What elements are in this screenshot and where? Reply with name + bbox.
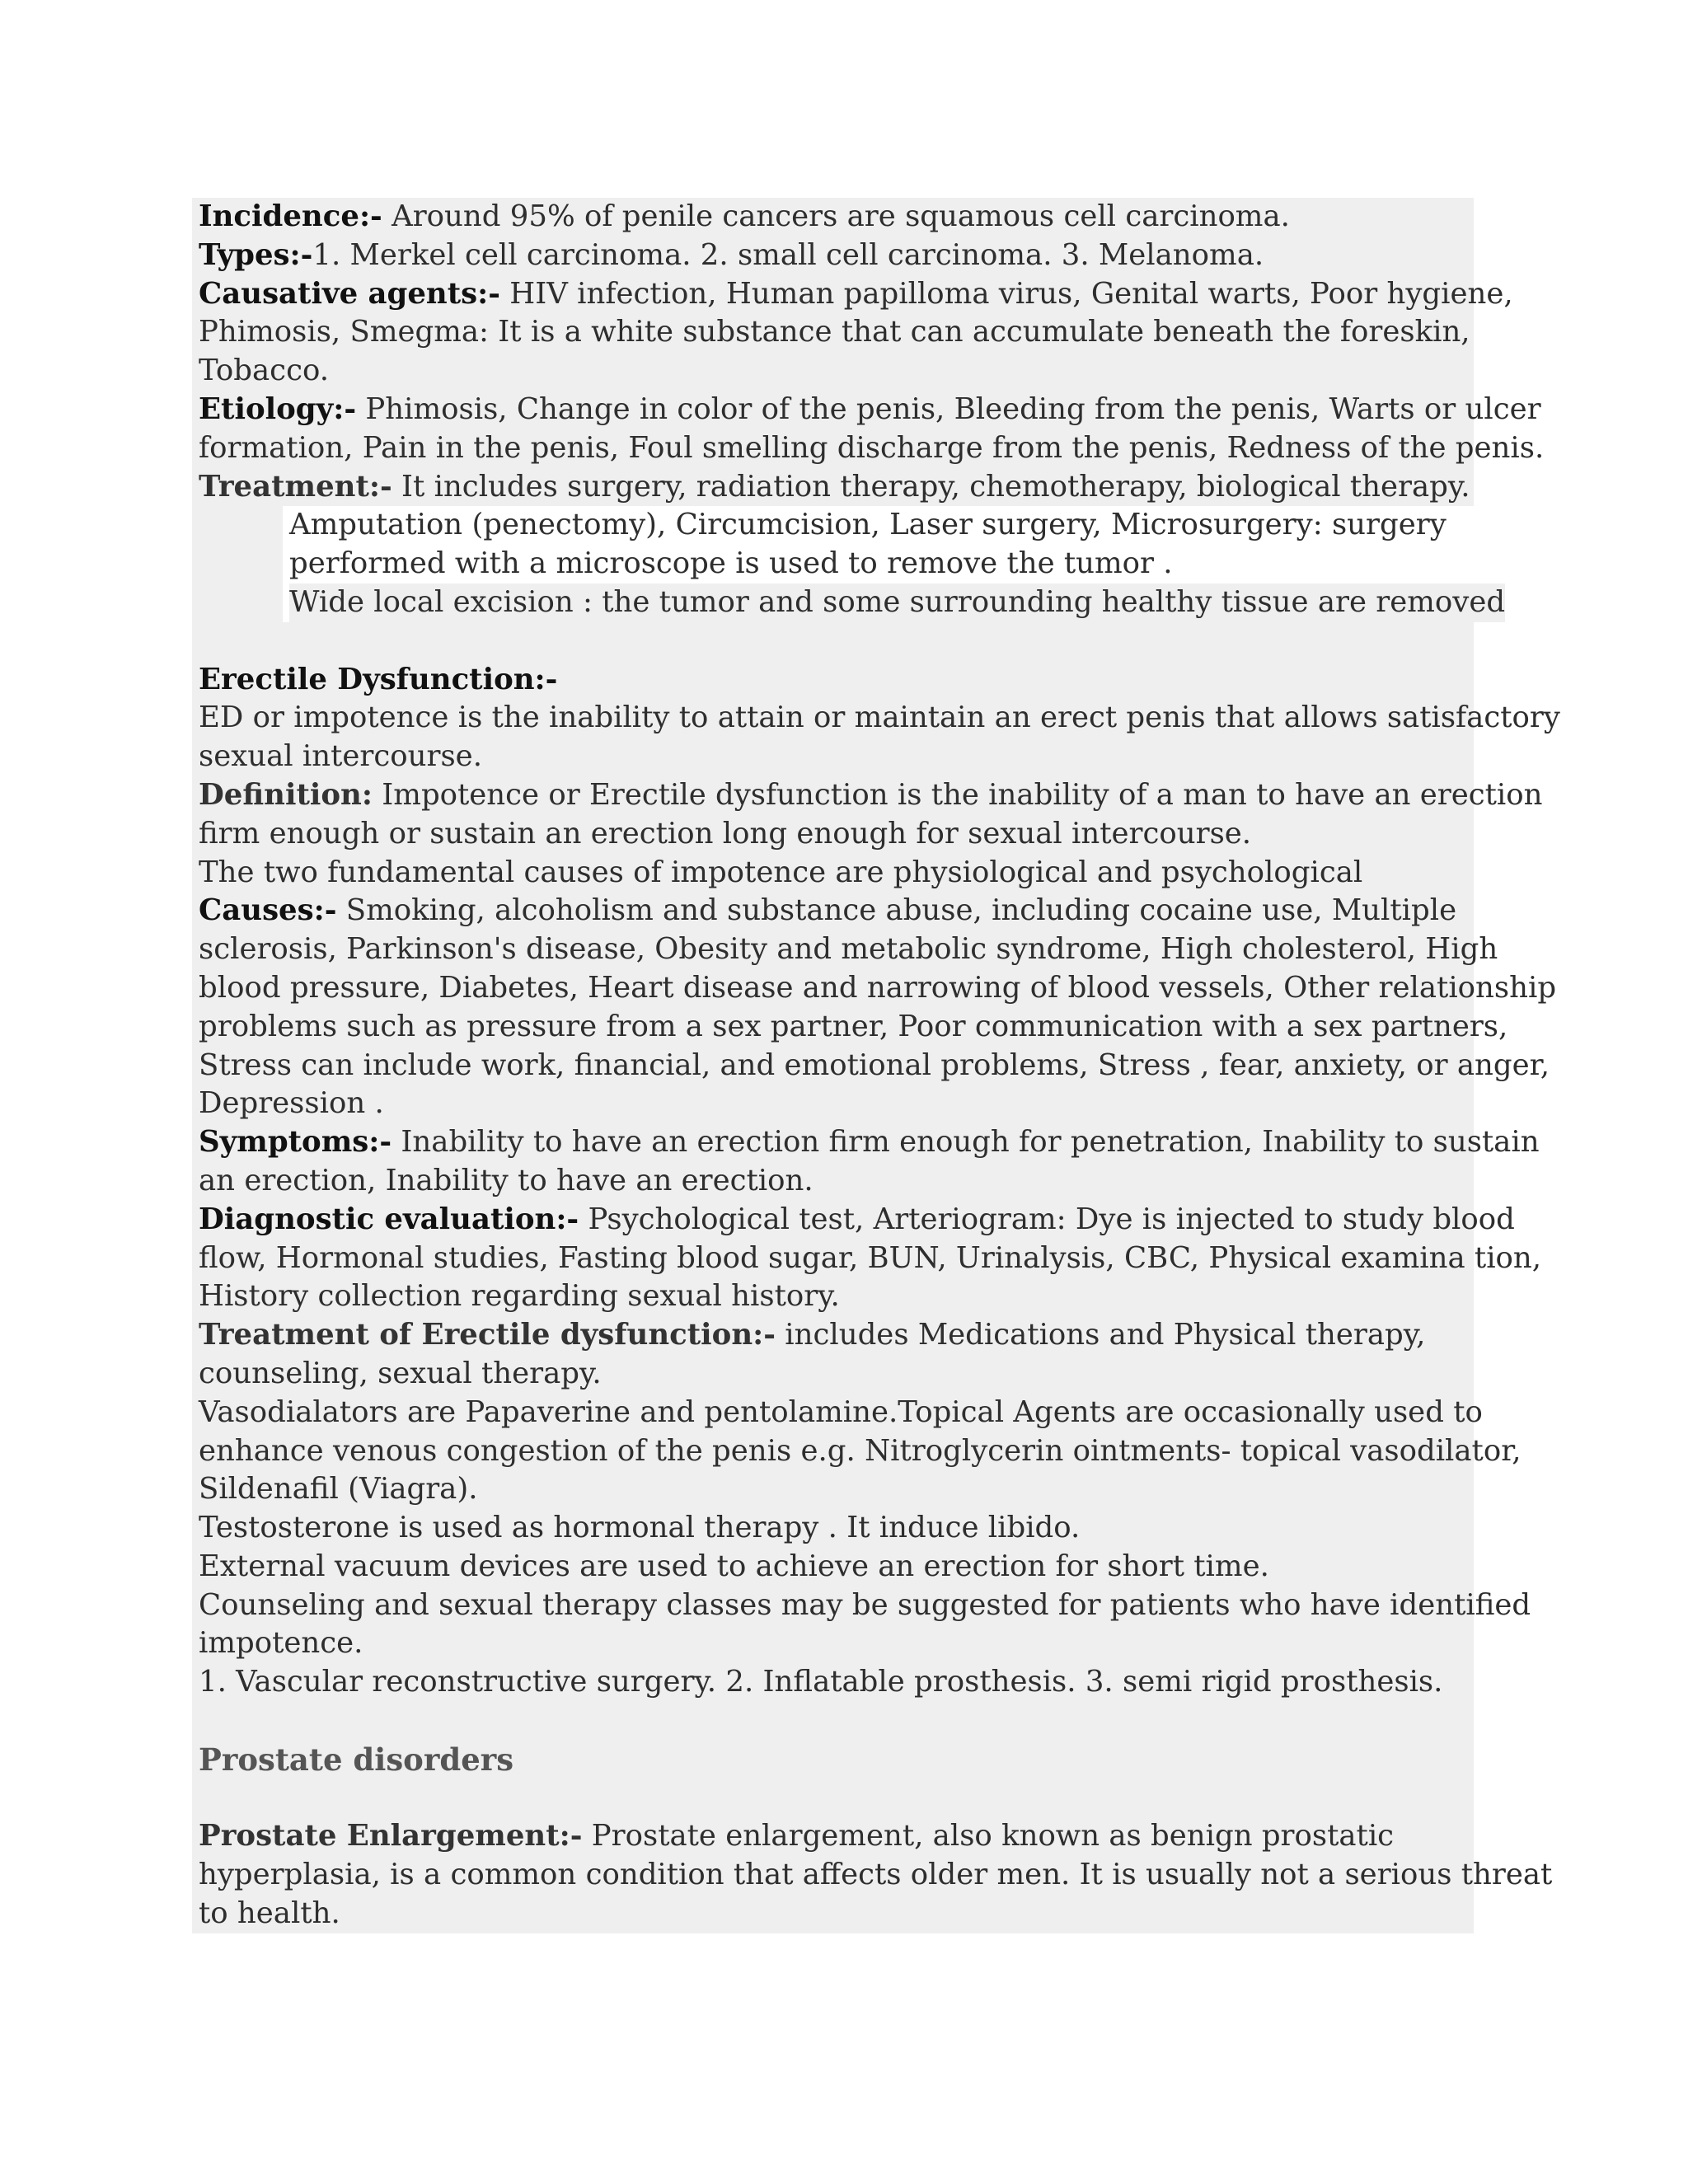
causes-line-3: blood pressure, Diabetes, Heart disease and narrowing of blood vessels, Other relationship [199,970,1557,1005]
fundamental-causes: The two fundamental causes of impotence are physiological and psychological [199,855,1363,889]
prostate-enlargement-line-3: to health. [199,1896,340,1931]
prostate-enlargement-line-1 [199,1817,1467,1856]
definition-label: Definition: [199,777,373,812]
incidence-text: Around 95% of penile cancers are squamous cell carcinoma. [382,199,1290,233]
causative-line-3: Tobacco. [199,354,329,388]
surgery-line: 1. Vascular reconstructive surgery. 2. Inflatable prosthesis. 3. semi rigid prosthesis. [199,1665,1443,1699]
spacer [192,622,1474,661]
definition-text-1: Impotence or Erectile dysfunction is the inability of a man to have an erection [372,777,1543,812]
treatment-line-1 [199,468,1470,507]
treatment-indent-2: performed with a microscope is used to remove the tumor . [289,545,1505,583]
ed-intro-2: sexual intercourse. [199,739,482,774]
symptoms-line-2: an erection, Inability to have an erection. [199,1163,814,1197]
ed-intro-1: ED or impotence is the inability to attain or maintain an erect penis that allows satisfactory [199,701,1560,735]
prostate-heading: Prostate disorders [199,1741,514,1778]
etiology-label: Etiology:- [199,391,357,426]
causative-line-2: Phimosis, Smegma: It is a white substance that can accumulate beneath the foreskin, [199,315,1470,349]
vacuum-line: External vacuum devices are used to achieve an erection for short time. [199,1549,1269,1583]
ed-treatment-label: Treatment of Erectile dysfunction:- [199,1318,776,1352]
treatment-text-1: It includes surgery, radiation therapy, chemotherapy, biological therapy. [392,469,1470,504]
indent-shade [192,506,283,621]
treatment-indent-1: Amputation (penectomy), Circumcision, Laser surgery, Microsurgery: surgery [289,506,1505,545]
erectile-dysfunction-section [192,661,1560,1933]
causes-line-6: Depression . [199,1086,384,1121]
spacer-line [199,1702,1467,1741]
vaso-line-1: Vasodialators are Papaverine and pentolamine.Topical Agents are occasionally used to [199,1394,1483,1429]
causes-line-5: Stress can include work, financial, and emotional problems, Stress , fear, anxiety, or anger, [199,1047,1550,1082]
treatment-indented-list [192,506,1506,621]
etiology-line-2: formation, Pain in the penis, Foul smelling discharge from the penis, Redness of the penis. [199,430,1545,465]
treatment-label: Treatment:- [199,469,392,504]
definition-line-1 [199,776,1543,815]
etiology-text-1: Phimosis, Change in color of the penis, Bleeding from the penis, Warts or ulcer [356,391,1541,426]
diagnostic-line-1 [199,1201,1515,1240]
counsel-line-2: impotence. [199,1626,363,1661]
diagnostic-line-3: History collection regarding sexual history. [199,1279,840,1314]
causative-text-1: HIV infection, Human papilloma virus, Genital warts, Poor hygiene, [499,276,1513,311]
vaso-line-3: Sildenafil (Viagra). [199,1472,478,1507]
etiology-line-1 [199,391,1541,429]
symptoms-label: Symptoms:- [199,1125,392,1160]
ed-heading: Erectile Dysfunction:- [199,662,558,696]
causes-label: Causes:- [199,893,337,928]
causes-text-1: Smoking, alcoholism and substance abuse, including cocaine use, Multiple [336,893,1457,928]
spacer-line-2 [199,1779,1467,1818]
types-line [199,237,1467,275]
diagnostic-label: Diagnostic evaluation:- [199,1202,579,1236]
diagnostic-text-1: Psychological test, Arteriogram: Dye is injected to study blood [579,1202,1515,1236]
page-content [192,198,1560,1933]
diagnostic-line-2: flow, Hormonal studies, Fasting blood sugar, BUN, Urinalysis, CBC, Physical examina tion, [199,1240,1542,1275]
prostate-enlargement-line-2: hyperplasia, is a common condition that affects older men. It is usually not a serious threat [199,1858,1553,1892]
indent-content [283,506,1505,621]
symptoms-text-1: Inability to have an erection firm enough for penetration, Inability to sustain [392,1125,1540,1160]
definition-line-2: firm enough or sustain an erection long enough for sexual intercourse. [199,816,1252,851]
prostate-enlargement-label: Prostate Enlargement:- [199,1819,583,1854]
causes-line-1 [199,892,1467,930]
types-text: 1. Merkel cell carcinoma. 2. small cell carcinoma. 3. Melanoma. [312,237,1264,272]
causative-line-1 [199,275,1513,314]
testosterone-line: Testosterone is used as hormonal therapy . It induce libido. [199,1511,1081,1545]
causative-label: Causative agents:- [199,276,500,311]
prostate-enlargement-text-1: Prostate enlargement, also known as benign prostatic [582,1819,1395,1854]
incidence-label: Incidence:- [199,199,382,233]
types-label: Types:- [199,237,313,272]
ed-treatment-line-1 [199,1316,1467,1355]
ed-treatment-text-1: includes Medications and Physical therapy, [775,1318,1426,1352]
incidence-line [199,198,1467,237]
symptoms-line-1 [199,1123,1540,1162]
treatment-indent-3: Wide local excision : the tumor and some surrounding healthy tissue are removed [289,583,1505,622]
causes-line-4: problems such as pressure from a sex partner, Poor communication with a sex partners, [199,1009,1508,1043]
vaso-line-2: enhance venous congestion of the penis e.g. Nitroglycerin ointments- topical vasodilator, [199,1433,1522,1468]
ed-treatment-line-2: counseling, sexual therapy. [199,1356,602,1390]
penile-cancer-section [192,198,1545,506]
causes-line-2: sclerosis, Parkinson's disease, Obesity and metabolic syndrome, High cholesterol, High [199,932,1498,967]
counsel-line-1: Counseling and sexual therapy classes may be suggested for patients who have identified [199,1587,1531,1622]
